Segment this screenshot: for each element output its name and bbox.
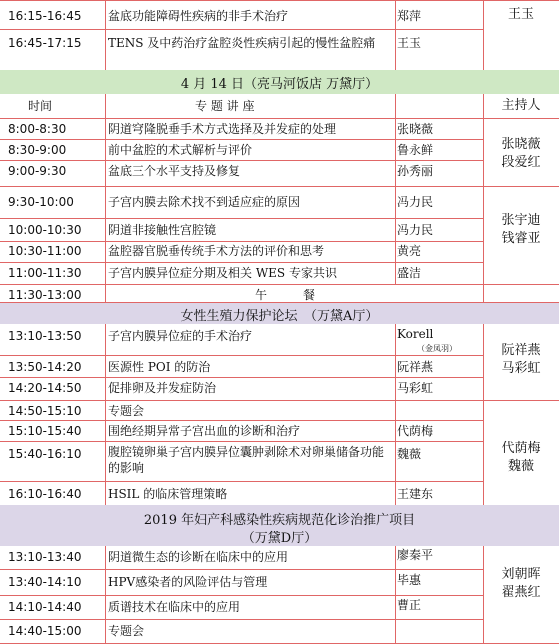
speaker-cell: 鲁永鲜: [397, 143, 434, 157]
topic-cell: 盆底功能障碍性疾病的非手术治疗: [108, 9, 289, 23]
speaker-cell: 马彩虹: [397, 381, 434, 395]
speaker-cell: 王建东: [397, 487, 434, 501]
speaker-cell: 毕惠: [397, 573, 422, 587]
speaker-cell: 廖秦平: [397, 548, 434, 562]
topic-cell: 阴道穹隆脱垂手术方式选择及并发症的处理: [108, 122, 337, 136]
speaker-note: （金凤羽）: [417, 344, 457, 353]
topic-cell: 腹腔镜卵巢子宫内膜异位囊肿剥除术对卵巢储备功能的影响: [108, 445, 385, 475]
time-cell: 10:00-10:30: [8, 223, 82, 237]
forum-header-venue: （万黛D厅）: [241, 531, 318, 546]
time-cell: 9:00-9:30: [8, 164, 67, 178]
topic-cell: 质谱技术在临床中的应用: [108, 600, 241, 614]
topic-cell: HSIL 的临床管理策略: [108, 487, 228, 501]
lunch-label: 午 餐: [255, 288, 316, 302]
host-name: 刘朝晖 翟燕红: [501, 567, 541, 600]
column-header-time: 时间: [28, 99, 53, 113]
speaker-cell: 张晓薇: [397, 122, 434, 136]
time-cell: 13:50-14:20: [8, 360, 82, 374]
time-cell: 8:30-9:00: [8, 143, 67, 157]
forum-header: 女性生殖力保护论坛 （万黛A厅）: [180, 309, 379, 324]
topic-cell: 盆底三个水平支持及修复: [108, 164, 241, 178]
speaker-cell: 代荫梅: [397, 424, 434, 438]
topic-cell: 阴道非接触性宫腔镜: [108, 223, 217, 237]
speaker-cell: 王玉: [397, 36, 422, 50]
speaker-cell: 曹正: [397, 598, 422, 612]
time-cell: 16:10-16:40: [8, 487, 82, 501]
forum-header-band: [0, 303, 559, 324]
speaker-cell: 郑萍: [397, 9, 422, 23]
speaker-cell: 魏薇: [397, 447, 422, 461]
time-cell: 10:30-11:00: [8, 244, 82, 258]
speaker-cell: 冯力民: [397, 223, 434, 237]
time-cell: 14:50-15:10: [8, 404, 82, 418]
topic-cell: 专题会: [108, 624, 145, 638]
time-cell: 13:10-13:50: [8, 329, 82, 343]
topic-cell: 医源性 POI 的防治: [108, 360, 211, 374]
host-name: 张宇迪 钱睿亚: [501, 213, 541, 246]
host-name: 张晓薇 段爱红: [501, 137, 541, 170]
time-cell: 14:10-14:40: [8, 600, 82, 614]
speaker-cell: 阮祥燕: [397, 360, 434, 374]
time-cell: 11:00-11:30: [8, 266, 82, 280]
day-header: 4 月 14 日（亮马河饭店 万黛厅）: [180, 77, 379, 92]
forum-header: 2019 年妇产科感染性疾病规范化诊治推广项目: [143, 513, 416, 528]
speaker-cell: 盛洁: [397, 266, 422, 280]
time-cell: 11:30-13:00: [8, 288, 82, 302]
time-cell: 15:10-15:40: [8, 424, 82, 438]
host-name: 王玉: [507, 7, 534, 22]
speaker-cell: 孙秀丽: [397, 164, 434, 178]
topic-cell: 子宫内膜异位症的手术治疗: [108, 329, 253, 343]
day-header-band: [0, 70, 559, 94]
topic-cell: 子宫内膜异位症分期及相关 WES 专家共识: [108, 266, 337, 280]
time-cell: 9:30-10:00: [8, 195, 74, 209]
speaker-cell: 冯力民: [397, 195, 434, 209]
topic-cell: 围绝经期异常子宫出血的诊断和治疗: [108, 424, 301, 438]
topic-cell: 前中盆腔的术式解析与评价: [108, 143, 253, 157]
time-cell: 13:40-14:10: [8, 575, 82, 589]
host-name: 阮祥燕 马彩虹: [501, 343, 541, 376]
host-name: 代荫梅 魏薇: [501, 441, 541, 474]
topic-cell: 促排卵及并发症防治: [108, 381, 217, 395]
topic-cell: HPV感染者的风险评估与管理: [108, 575, 268, 589]
forum-header-band: [0, 505, 559, 546]
time-cell: 15:40-16:10: [8, 447, 82, 461]
speaker-cell: Korell: [397, 327, 434, 341]
time-cell: 16:45-17:15: [8, 36, 82, 50]
time-cell: 14:40-15:00: [8, 624, 82, 638]
time-cell: 14:20-14:50: [8, 381, 82, 395]
time-cell: 8:00-8:30: [8, 122, 67, 136]
topic-cell: TENS 及中药治疗盆腔炎性疾病引起的慢性盆腔痛: [108, 36, 376, 50]
topic-cell: 子宫内膜去除术找不到适应症的原因: [108, 195, 301, 209]
topic-cell: 阴道微生态的诊断在临床中的应用: [108, 550, 289, 564]
time-cell: 16:15-16:45: [8, 9, 82, 23]
topic-cell: 专题会: [108, 404, 145, 418]
time-cell: 13:10-13:40: [8, 550, 82, 564]
speaker-cell: 黄亮: [397, 244, 422, 258]
topic-cell: 盆腔器官脱垂传统手术方法的评价和思考: [108, 244, 325, 258]
column-header-topic: 专 题 讲 座: [195, 99, 255, 113]
column-header-host: 主持人: [501, 98, 541, 113]
